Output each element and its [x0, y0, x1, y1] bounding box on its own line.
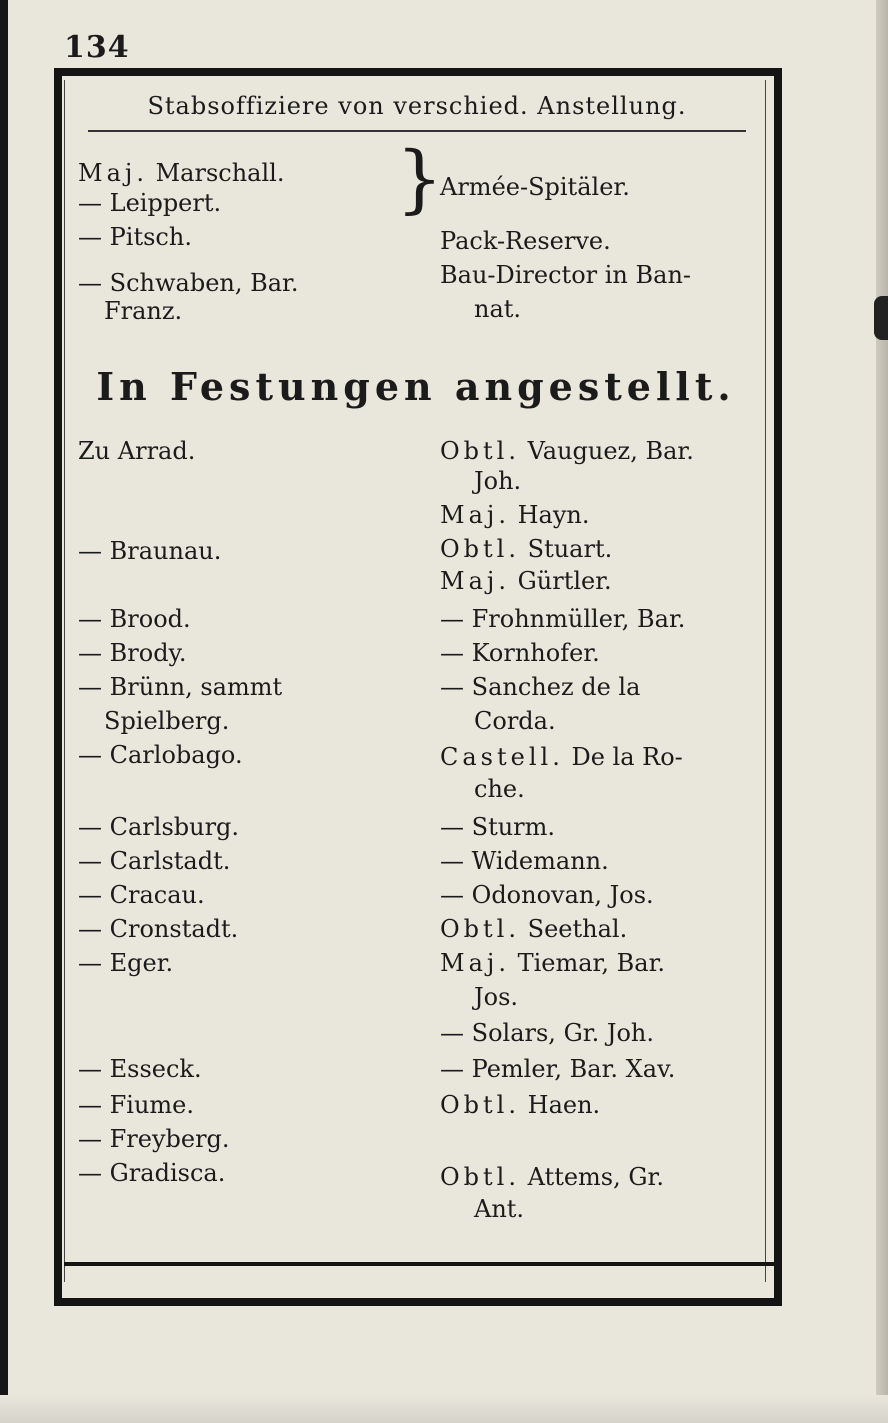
officer-name: Attems, Gr. — [527, 1163, 665, 1191]
officer-name: Kornhofer. — [471, 639, 600, 667]
bottom-rule — [64, 1262, 782, 1266]
officer-entry — [78, 222, 192, 252]
place-entry: — Brody. — [78, 639, 187, 667]
officer-name: Jos. — [474, 983, 519, 1011]
rank: — — [440, 1019, 464, 1047]
officer-entry — [440, 604, 685, 634]
rank: — — [440, 881, 464, 909]
header-rule — [88, 130, 746, 132]
officer-name: Marschall. — [155, 159, 285, 187]
officer-name: Hayn. — [517, 501, 590, 529]
officer-entry — [78, 188, 221, 218]
rank: — — [440, 673, 464, 701]
officer-entry — [440, 812, 555, 842]
officer-name: Seethal. — [527, 915, 628, 943]
place-entry: — Brünn, sammt — [78, 673, 283, 701]
officer-entry — [440, 948, 665, 978]
officer-entry — [440, 638, 600, 668]
posting: nat. — [474, 295, 522, 323]
place-entry: — Cronstadt. — [78, 915, 239, 943]
officer-name: Schwaben, Bar. — [109, 269, 299, 297]
officer-entry — [474, 466, 521, 496]
place-entry: — Carlstadt. — [78, 847, 231, 875]
officer-entry — [440, 846, 609, 876]
officer-entry — [440, 1018, 654, 1048]
place-entry: — Gradisca. — [78, 1159, 226, 1187]
officer-name: Odonovan, Jos. — [471, 881, 654, 909]
place-entry: — Carlobago. — [78, 741, 243, 769]
officer-name: Leippert. — [109, 189, 222, 217]
running-header: Stabsoffiziere von verschied. Anstellung. — [147, 92, 687, 120]
officer-entry — [78, 158, 284, 188]
officer-name: De la Ro- — [571, 743, 683, 771]
rank: — — [78, 189, 102, 217]
posting: Pack-Reserve. — [440, 227, 611, 255]
officer-name: Haen. — [527, 1091, 601, 1119]
officer-entry — [474, 982, 518, 1012]
officer-entry — [104, 296, 182, 326]
officer-name: che. — [474, 775, 525, 803]
rank: Obtl. — [440, 1091, 520, 1119]
officer-entry — [440, 566, 612, 596]
officer-entry — [440, 1090, 600, 1120]
officer-entry — [474, 1194, 524, 1224]
place-entry: — Esseck. — [78, 1055, 202, 1083]
place-entry: — Brood. — [78, 605, 191, 633]
rank: — — [440, 1055, 464, 1083]
officer-name: Frohnmüller, Bar. — [471, 605, 686, 633]
page-number: 134 — [64, 30, 130, 65]
rank: — — [78, 223, 102, 251]
officer-name: Sanchez de la — [471, 673, 641, 701]
rank: — — [440, 639, 464, 667]
officer-name: Corda. — [474, 707, 556, 735]
officer-entry — [440, 1162, 664, 1192]
page-tab-mark — [874, 296, 888, 340]
place-entry: Zu Arrad. — [78, 437, 196, 465]
posting: Armée-Spitäler. — [440, 173, 630, 201]
posting: Bau-Director in Ban- — [440, 261, 692, 289]
rank: Obtl. — [440, 437, 520, 465]
officer-entry — [440, 1054, 675, 1084]
place-entry: — Braunau. — [78, 537, 222, 565]
rank: — — [78, 269, 102, 297]
officer-name: Pitsch. — [109, 223, 192, 251]
officer-name: Widemann. — [471, 847, 609, 875]
rank: — — [440, 847, 464, 875]
officer-name: Solars, Gr. Joh. — [471, 1019, 654, 1047]
section-title: In Festungen angestellt. — [96, 364, 736, 409]
page-edge-left — [0, 0, 8, 1423]
page-edge-bottom — [0, 1395, 888, 1423]
rank: Obtl. — [440, 535, 520, 563]
officer-entry — [440, 500, 589, 530]
place-entry: — Eger. — [78, 949, 174, 977]
officer-name: Tiemar, Bar. — [517, 949, 666, 977]
rank: Maj. — [440, 949, 510, 977]
officer-name: Pemler, Bar. Xav. — [471, 1055, 676, 1083]
rank: Obtl. — [440, 1163, 520, 1191]
rank: Maj. — [440, 501, 510, 529]
officer-entry — [474, 706, 556, 736]
place-entry: — Freyberg. — [78, 1125, 230, 1153]
officer-entry — [78, 268, 299, 298]
place-entry: Spielberg. — [104, 707, 230, 735]
officer-entry — [440, 672, 640, 702]
rank: — — [440, 605, 464, 633]
officer-name: Sturm. — [471, 813, 556, 841]
rank: Maj. — [78, 159, 148, 187]
officer-entry — [474, 774, 525, 804]
officer-name: Vauguez, Bar. — [527, 437, 694, 465]
rank: — — [440, 813, 464, 841]
officer-entry — [440, 742, 683, 772]
officer-entry — [440, 534, 612, 564]
rank: Obtl. — [440, 915, 520, 943]
brace-icon: } — [396, 136, 444, 222]
rank: Maj. — [440, 567, 510, 595]
page-edge-right — [876, 0, 888, 1423]
place-entry: — Cracau. — [78, 881, 205, 909]
officer-name: Gürtler. — [517, 567, 612, 595]
officer-name: Franz. — [104, 297, 183, 325]
place-entry: — Carlsburg. — [78, 813, 240, 841]
officer-entry — [440, 436, 694, 466]
officer-entry — [440, 880, 654, 910]
officer-name: Ant. — [474, 1195, 525, 1223]
officer-entry — [440, 914, 627, 944]
officer-name: Joh. — [474, 467, 522, 495]
place-entry: — Fiume. — [78, 1091, 195, 1119]
rank: Castell. — [440, 743, 564, 771]
officer-name: Stuart. — [527, 535, 613, 563]
